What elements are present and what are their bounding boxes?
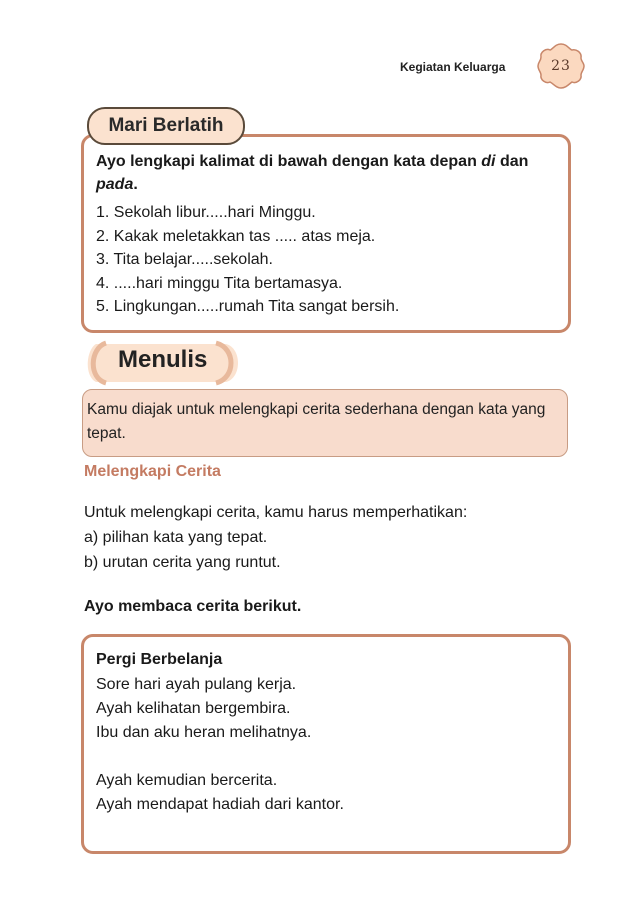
story-line: Ibu dan aku heran melihatnya.	[96, 724, 312, 741]
story-line: Ayah mendapat hadiah dari kantor.	[96, 796, 344, 813]
exercise-instruction	[96, 150, 556, 196]
story-blank-line	[96, 745, 344, 769]
page-number-badge	[536, 41, 586, 91]
story-line: Ayah kelihatan bergembira.	[96, 700, 291, 717]
read-prompt: Ayo membaca cerita berikut.	[84, 598, 302, 615]
page-number: 23	[551, 58, 571, 74]
menulis-heading: Menulis	[118, 346, 208, 373]
instruction-line: b) urutan cerita yang runtut.	[84, 554, 281, 571]
exercise-item: 3. Tita belajar.....sekolah.	[96, 251, 273, 268]
instruction-text: Ayo lengkapi kalimat di bawah dengan kata depan	[96, 153, 482, 170]
instruction-line: Untuk melengkapi cerita, kamu harus memperhatikan:	[84, 504, 468, 521]
story-lines	[96, 673, 344, 817]
mari-berlatih-label: Mari Berlatih	[108, 115, 224, 136]
instruction-line: a) pilihan kata yang tepat.	[84, 529, 268, 546]
menulis-intro-text: Kamu diajak untuk melengkapi cerita sederhana dengan kata yang tepat.	[87, 401, 546, 442]
exercise-list	[96, 201, 399, 319]
instruction-dan: dan	[495, 153, 529, 170]
instruction-pada: pada	[96, 176, 134, 193]
menulis-instructions	[84, 500, 467, 575]
header-title: Kegiatan Keluarga	[400, 60, 506, 74]
exercise-item: 4. .....hari minggu Tita bertamasya.	[96, 274, 343, 292]
instruction-di: di	[481, 153, 496, 170]
story-line: Sore hari ayah pulang kerja.	[96, 676, 297, 693]
exercise-item: 1. Sekolah libur.....hari Minggu.	[96, 204, 316, 221]
story-title: Pergi Berbelanja	[96, 651, 223, 668]
mari-berlatih-tag	[87, 107, 245, 145]
instruction-end: .	[133, 176, 138, 193]
exercise-item: 5. Lingkungan.....rumah Tita sangat bersih.	[96, 298, 400, 315]
story-line: Ayah kemudian bercerita.	[96, 772, 278, 789]
exercise-item: 2. Kakak meletakkan tas ..... atas meja.	[96, 227, 376, 245]
melengkapi-cerita-subheading: Melengkapi Cerita	[84, 463, 221, 480]
